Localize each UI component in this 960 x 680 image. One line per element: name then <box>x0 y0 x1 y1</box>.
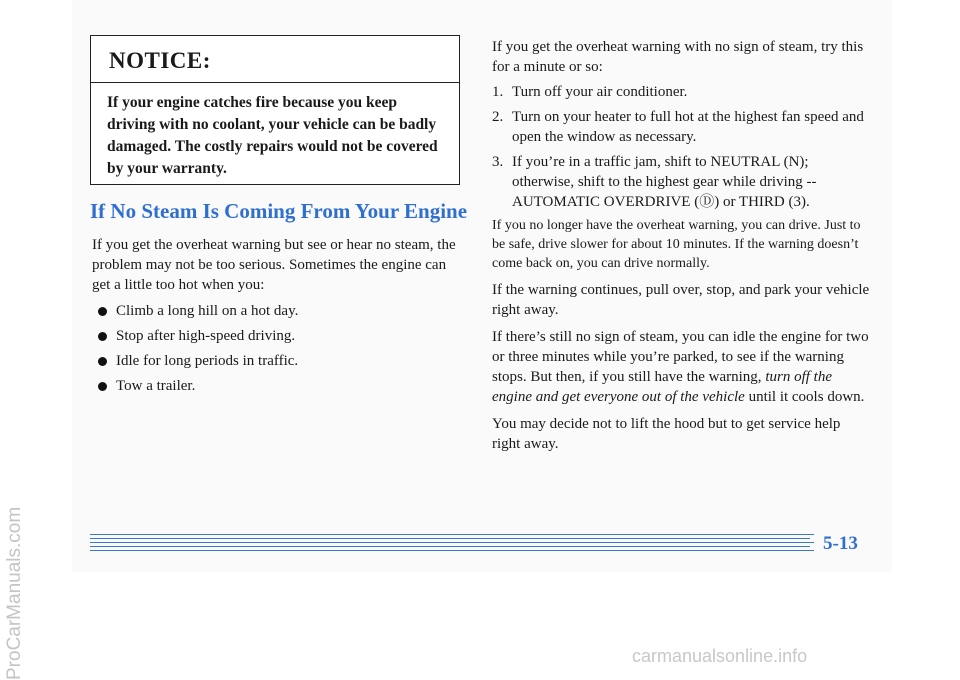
bullet-icon <box>98 357 107 366</box>
footer-rule <box>90 546 810 547</box>
left-intro: If you get the overheat warning but see or hear no steam, the problem may not be too serious. Sometimes the engine can get a little too hot when you: <box>92 237 456 293</box>
bullet-list <box>92 301 462 396</box>
list-item: 3. If you’re in a traffic jam, shift to NEUTRAL (N); otherwise, shift to the highest gear while driving -- AUTOMATIC OVERDRIVE (Ⓓ) or THIRD (3). <box>492 154 817 210</box>
footer-watermark: carmanualsonline.info <box>632 646 808 666</box>
paragraph: If there’s still no sign of steam, you can idle the engine for two or three minutes while you’re parked, to see if the warning stops. But then, if you still have the warning, turn off the engine and get everyone out of the vehicle until it cools down. <box>492 329 869 405</box>
bullet-icon <box>98 332 107 341</box>
notice-box <box>90 35 460 185</box>
list-item: Stop after high-speed driving. <box>92 326 462 346</box>
paragraph: You may decide not to lift the hood but to get service help right away. <box>492 416 841 452</box>
footer-rule <box>90 534 814 535</box>
section-heading: If No Steam Is Coming From Your Engine <box>90 199 468 223</box>
list-item: 2. Turn on your heater to full hot at the highest fan speed and open the window as necessary. <box>492 109 864 145</box>
footer-rule <box>90 550 814 551</box>
notice-body: If your engine catches fire because you keep driving with no coolant, your vehicle can be badly damaged. The costly repairs would not be covered by your warranty. <box>107 94 438 177</box>
list-item: Tow a trailer. <box>92 376 462 396</box>
list-item: Climb a long hill on a hot day. <box>92 301 462 321</box>
bullet-icon <box>98 307 107 316</box>
page-number: 5-13 <box>823 533 858 554</box>
notice-title: NOTICE: <box>91 36 459 83</box>
left-column <box>92 235 462 396</box>
paragraph: If the warning continues, pull over, stop, and park your vehicle right away. <box>492 282 870 318</box>
right-intro: If you get the overheat warning with no sign of steam, try this for a minute or so: <box>492 39 864 75</box>
step-list <box>492 82 872 212</box>
paragraph: If you no longer have the overheat warning, you can drive. Just to be safe, drive slower for about 10 minutes. If the warning doesn’t come back on, you can drive normally. <box>492 218 861 271</box>
bullet-icon <box>98 382 107 391</box>
list-item: 1. Turn off your air conditioner. <box>492 84 688 100</box>
side-watermark: ProCarManuals.com <box>4 506 25 680</box>
right-column <box>492 37 872 454</box>
footer-rule <box>90 538 810 539</box>
list-item: Idle for long periods in traffic. <box>92 351 462 371</box>
footer-rule <box>90 542 814 543</box>
